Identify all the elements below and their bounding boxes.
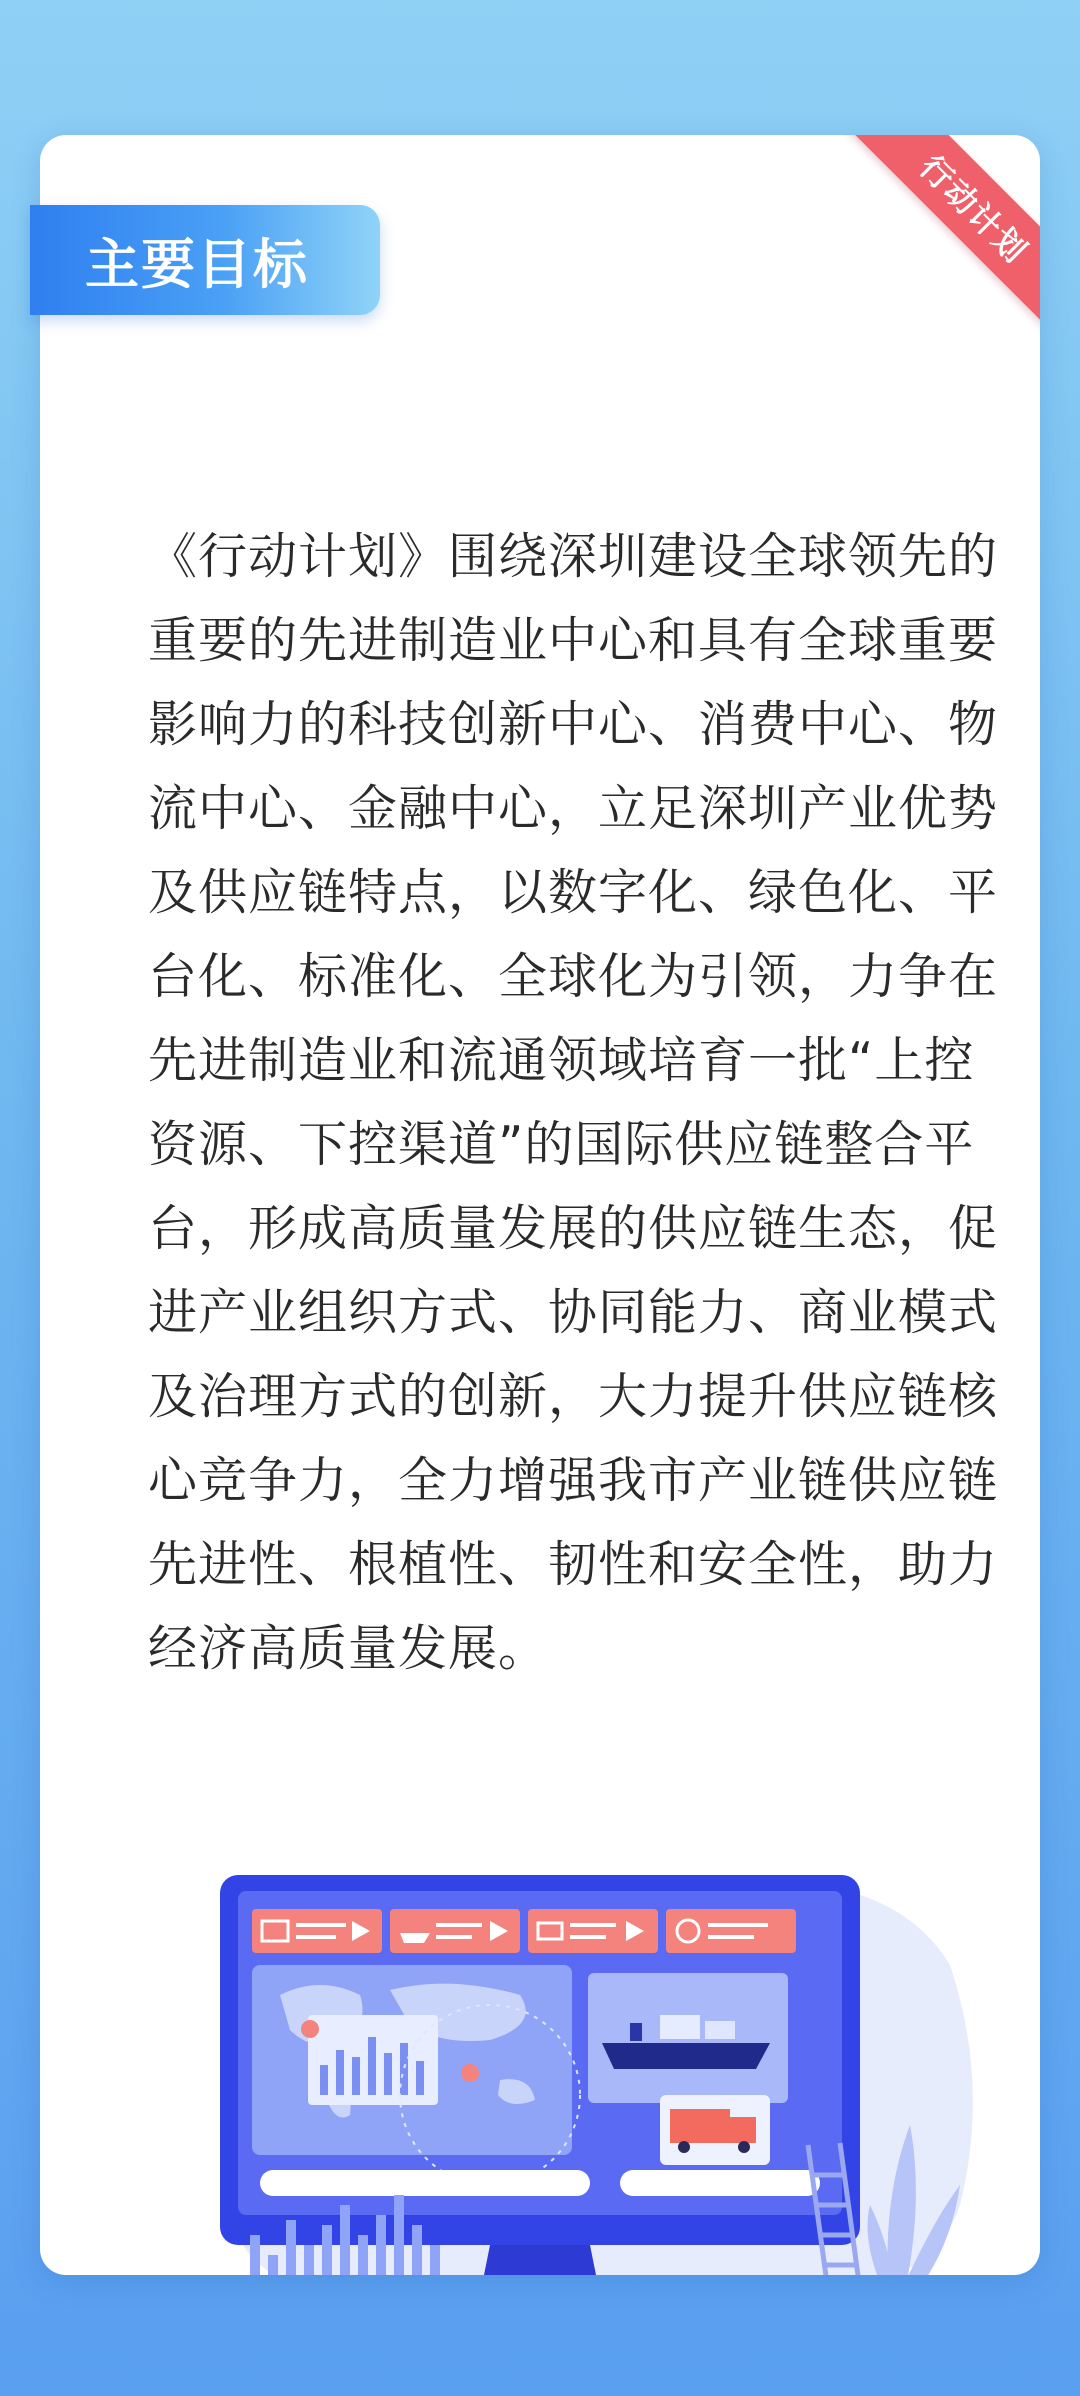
content-card — [40, 135, 1040, 2275]
ship-icon — [390, 1909, 520, 1953]
factory-icon — [252, 1909, 382, 1953]
section-title: 主要目标 — [30, 205, 380, 315]
supply-chain-illustration — [190, 1825, 990, 2275]
globe-icon — [666, 1909, 796, 1953]
corner-ribbon — [800, 135, 1040, 375]
ribbon-label: 行动计划 — [839, 135, 1040, 344]
body-paragraph: 《行动计划》围绕深圳建设全球领先的重要的先进制造业中心和具有全球重要影响力的科技创新中心、消费中心、物流中心、金融中心，立足深圳产业优势及供应链特点，以数字化、绿色化、平台化、标准化、全球化为引领，力争在先进制造业和流通领域培育一批“上控资源、下控渠道”的国际供应链整合平台，形成高质量发展的供应链生态，促进产业组织方式、协同能力、商业模式及治理方式的创新，大力提升供应链核心竞争力，全力增强我市产业链供应链先进性、根植性、韧性和安全性，助力经济高质量发展。 — [148, 528, 999, 1677]
truck-icon — [528, 1909, 658, 1953]
